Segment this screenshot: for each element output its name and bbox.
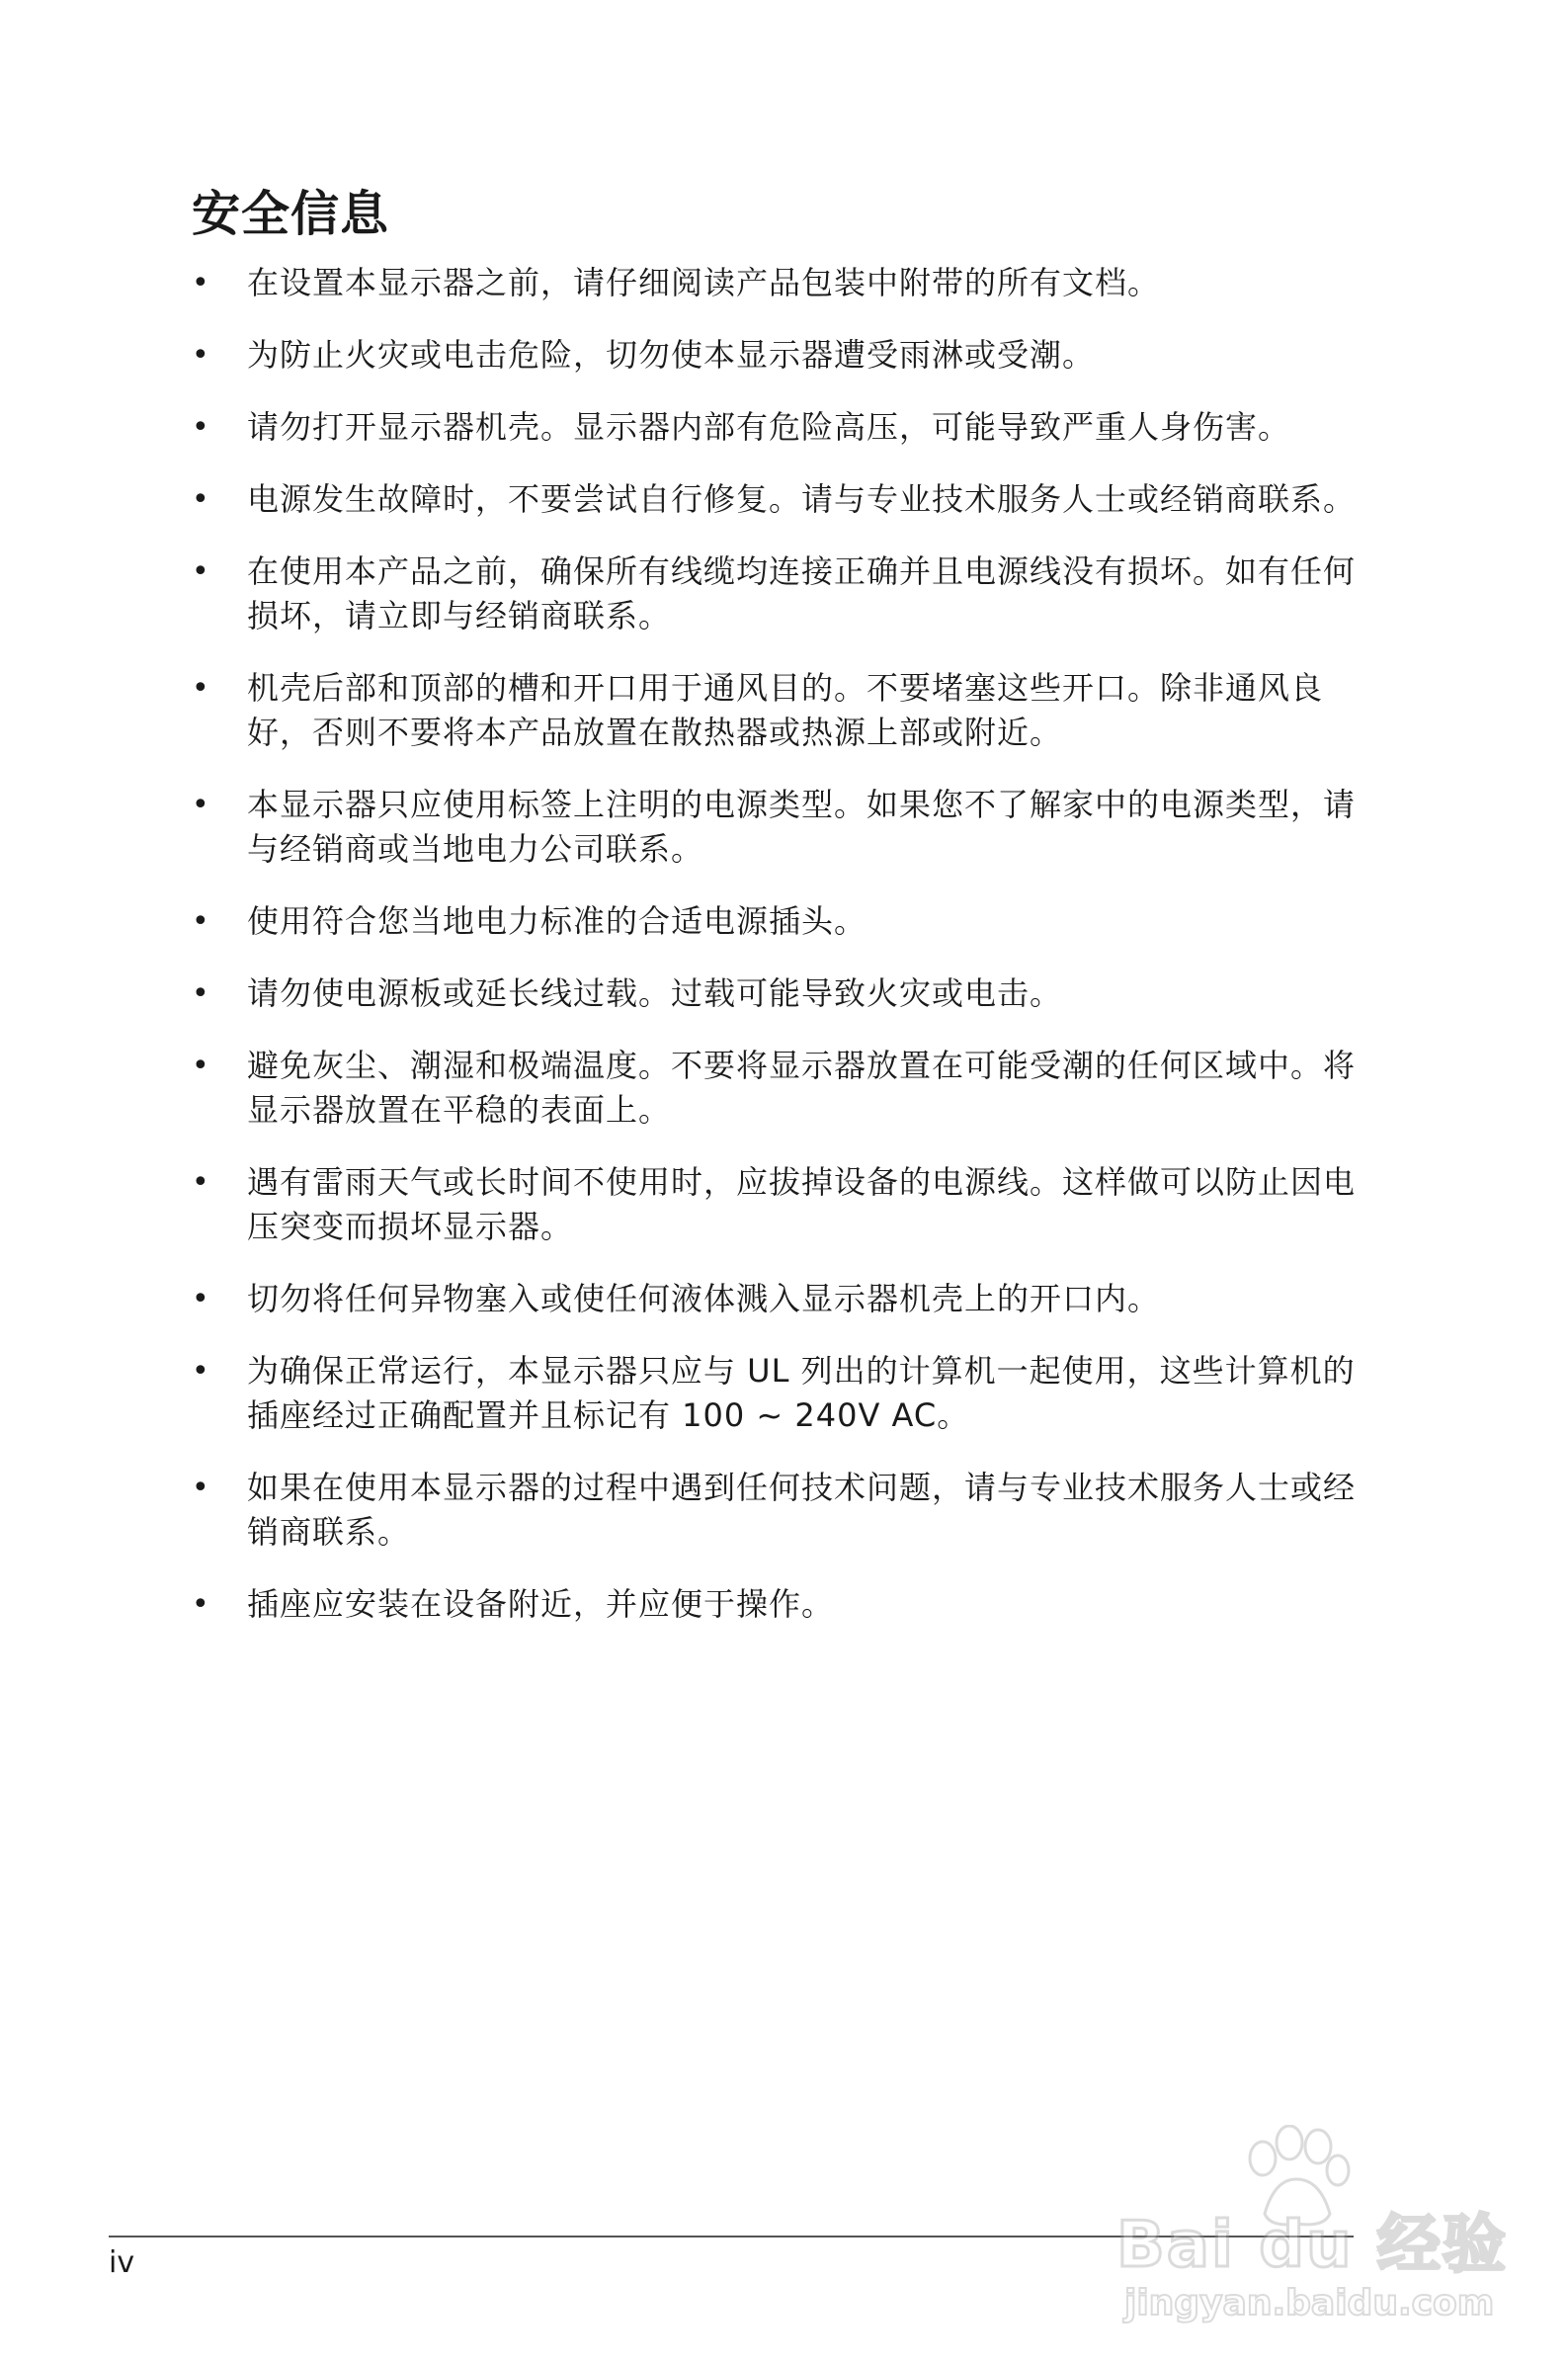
list-item: [192, 1466, 1358, 1555]
list-item-text: 为防止火灾或电击危险，切勿使本显示器遭受雨淋或受潮。: [247, 336, 1096, 374]
list-item: [192, 477, 1358, 522]
list-item: [192, 1277, 1358, 1321]
list-item-text: 使用符合您当地电力标准的合适电源插头。: [247, 902, 867, 940]
list-item-text: 避免灰尘、潮湿和极端温度。不要将显示器放置在可能受潮的任何区域中。将显示器放置在平稳的表面上。: [247, 1047, 1357, 1129]
watermark-brand: Bai du 经验: [1116, 2209, 1508, 2282]
list-item: [192, 261, 1358, 305]
list-item: [192, 1160, 1358, 1249]
list-item-text: 电源发生故障时，不要尝试自行修复。请与专业技术服务人士或经销商联系。: [247, 480, 1357, 518]
bullet: •: [192, 1471, 210, 1505]
bullet: •: [192, 1049, 210, 1083]
list-item-text: 本显示器只应使用标签上注明的电源类型。如果您不了解家中的电源类型，请与经销商或当地电力公司联系。: [247, 786, 1357, 868]
list-item: [192, 971, 1358, 1016]
list-item: [192, 333, 1358, 378]
list-item-text: 在设置本显示器之前，请仔细阅读产品包装中附带的所有文档。: [247, 264, 1161, 301]
baidu-jingyan-watermark: [1116, 2125, 1531, 2332]
bullet: •: [192, 976, 210, 1011]
list-item-text: 切勿将任何异物塞入或使任何液体溅入显示器机壳上的开口内。: [247, 1280, 1161, 1317]
bullet: •: [192, 266, 210, 300]
list-item: [192, 1349, 1358, 1438]
page-title: 安全信息: [192, 186, 390, 242]
bullet: •: [192, 904, 210, 939]
bullet: •: [192, 410, 210, 445]
list-item: [192, 549, 1358, 638]
list-item-text: 请勿打开显示器机壳。显示器内部有危险高压，可能导致严重人身伤害。: [247, 408, 1291, 446]
bullet: •: [192, 1165, 210, 1200]
list-item-text: 如果在使用本显示器的过程中遇到任何技术问题，请与专业技术服务人士或经销商联系。: [247, 1469, 1357, 1551]
page-number: iv: [109, 2245, 135, 2280]
bullet: •: [192, 554, 210, 589]
list-item: [192, 783, 1358, 872]
list-item: [192, 1044, 1358, 1133]
bullet: •: [192, 1282, 210, 1316]
list-item: [192, 1582, 1358, 1627]
bullet: •: [192, 338, 210, 373]
list-item-text: 遇有雷雨天气或长时间不使用时，应拔掉设备的电源线。这样做可以防止因电压突变而损坏显示器。: [247, 1163, 1357, 1245]
safety-list: [192, 261, 1358, 1654]
list-item: [192, 899, 1358, 944]
list-item-text: 在使用本产品之前，确保所有线缆均连接正确并且电源线没有损坏。如有任何损坏，请立即与经销商联系。: [247, 552, 1357, 634]
list-item-text: 请勿使电源板或延长线过载。过载可能导致火灾或电击。: [247, 974, 1063, 1012]
list-item-text: 机壳后部和顶部的槽和开口用于通风目的。不要堵塞这些开口。除非通风良好，否则不要将本产品放置在散热器或热源上部或附近。: [247, 669, 1324, 751]
list-item-text: 为确保正常运行，本显示器只应与 UL 列出的计算机一起使用，这些计算机的插座经过正确配置并且标记有 100 ~ 240V AC。: [247, 1352, 1356, 1434]
bullet: •: [192, 788, 210, 822]
list-item-text: 插座应安装在设备附近，并应便于操作。: [247, 1585, 835, 1623]
list-item: [192, 666, 1358, 755]
bullet: •: [192, 671, 210, 706]
watermark-url: jingyan.baidu.com: [1124, 2283, 1495, 2323]
bullet: •: [192, 482, 210, 517]
list-item: [192, 405, 1358, 450]
bullet: •: [192, 1587, 210, 1622]
bullet: •: [192, 1354, 210, 1389]
